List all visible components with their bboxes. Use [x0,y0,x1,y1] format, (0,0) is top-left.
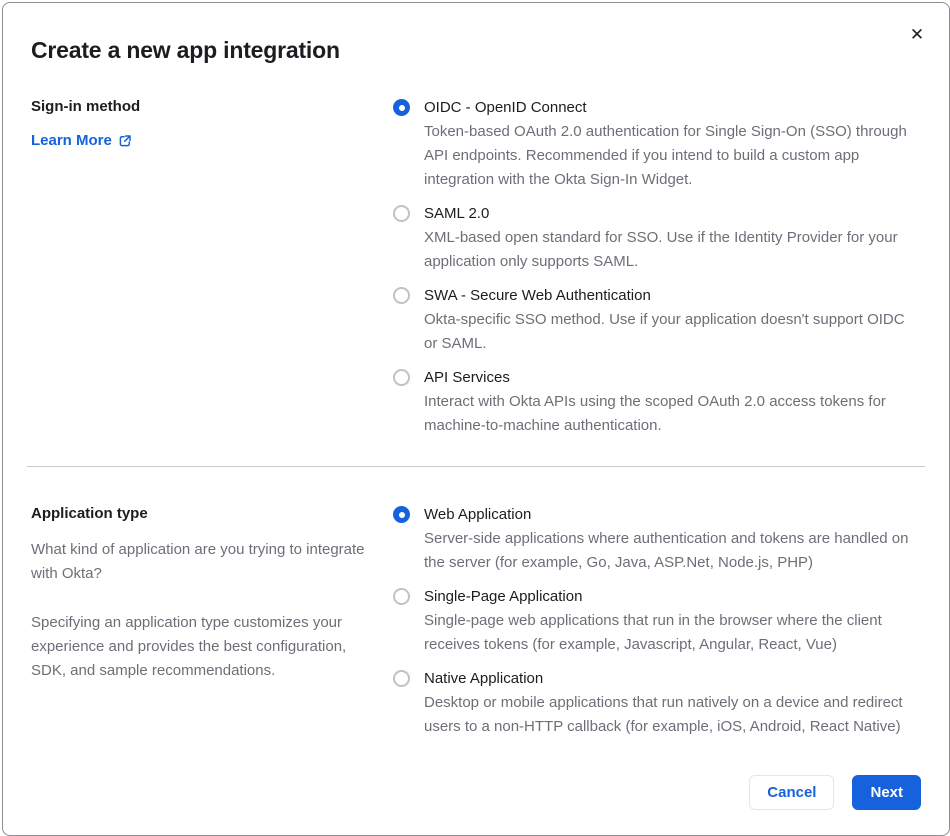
sign-in-method-options [393,96,921,438]
option-saml-label[interactable]: SAML 2.0 [424,205,490,222]
option-api-services-description: Interact with Okta APIs using the scoped OAuth 2.0 access tokens for machine-to-machine authentication. [424,393,886,434]
sign-in-method-section [3,96,949,438]
sign-in-method-heading: Sign-in method [31,98,141,115]
option-web-application[interactable] [393,503,921,575]
option-swa[interactable] [393,284,921,356]
application-type-section [3,503,949,739]
option-api-services[interactable] [393,366,921,438]
option-api-services-label[interactable]: API Services [424,369,510,386]
learn-more-link[interactable] [31,132,132,149]
sign-in-method-left-column [31,96,365,438]
close-icon: ✕ [909,25,925,44]
option-single-page-application-description: Single-page web applications that run in the browser where the client receives tokens (for example, Javascript, Angular, React, Vue) [424,612,882,653]
external-link-icon [118,134,132,148]
option-native-application-label[interactable]: Native Application [424,670,544,687]
section-divider [27,466,925,467]
option-web-application-label[interactable]: Web Application [424,506,532,523]
page-title: Create a new app integration [31,37,340,63]
option-swa-description: Okta-specific SSO method. Use if your application doesn't support OIDC or SAML. [424,311,905,352]
radio-web-application[interactable] [393,506,410,523]
dialog-footer [3,739,949,834]
learn-more-label: Learn More [31,132,112,149]
option-swa-label[interactable]: SWA - Secure Web Authentication [424,287,651,304]
radio-oidc[interactable] [393,99,410,116]
option-oidc-description: Token-based OAuth 2.0 authentication for Single Sign-On (SSO) through API endpoints. Recommended if you intend to build a custom app integration with the Okta Sign-In Widget. [424,123,907,188]
create-app-integration-dialog [2,2,950,836]
radio-swa[interactable] [393,287,410,304]
application-type-left-column [31,503,365,739]
option-oidc-label[interactable]: OIDC - OpenID Connect [424,99,587,116]
option-native-application-description: Desktop or mobile applications that run natively on a device and redirect users to a non-HTTP callback (for example, iOS, Android, React Native) [424,694,903,735]
radio-native-application[interactable] [393,670,410,687]
application-type-heading: Application type [31,505,148,522]
next-button[interactable]: Next [852,775,921,810]
option-native-application[interactable] [393,667,921,739]
option-single-page-application[interactable] [393,585,921,657]
close-button[interactable] [905,23,929,47]
option-saml-description: XML-based open standard for SSO. Use if the Identity Provider for your application only supports SAML. [424,229,898,270]
cancel-button[interactable]: Cancel [749,775,834,810]
radio-saml[interactable] [393,205,410,222]
option-single-page-application-label[interactable]: Single-Page Application [424,588,583,605]
option-saml[interactable] [393,202,921,274]
option-oidc[interactable] [393,96,921,192]
option-web-application-description: Server-side applications where authentication and tokens are handled on the server (for example, Go, Java, ASP.Net, Node.js, PHP) [424,530,909,571]
application-type-paragraph-2: Specifying an application type customizes your experience and provides the best configuration, SDK, and sample recommendations. [31,614,347,679]
radio-api-services[interactable] [393,369,410,386]
application-type-paragraph-1: What kind of application are you trying to integrate with Okta? [31,541,365,582]
application-type-options [393,503,921,739]
dialog-header [3,3,949,64]
radio-single-page-application[interactable] [393,588,410,605]
